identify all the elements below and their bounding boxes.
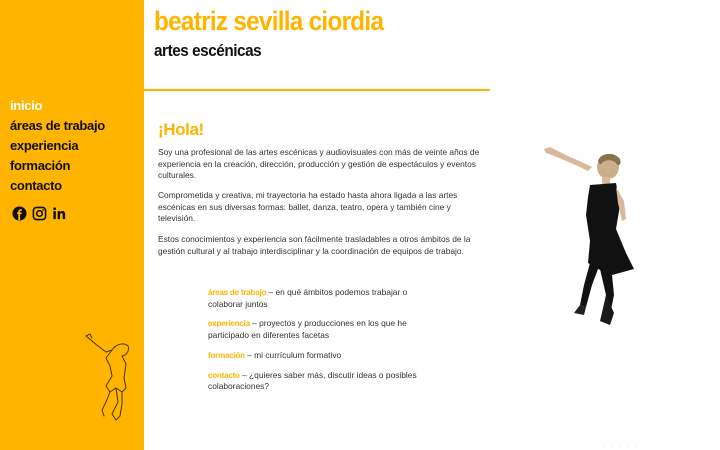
sidebar	[0, 0, 144, 450]
link-description: – mi currículum formativo	[244, 349, 342, 360]
nav-item-experiencia[interactable]: experiencia	[10, 138, 79, 153]
site-subtitle: artes escénicas	[154, 41, 262, 60]
social-links	[12, 206, 67, 221]
link-description: – ¿quieres saber más, discutir ideas o posibles colaboraciones?	[208, 369, 417, 392]
nav-item-contacto[interactable]: contacto	[10, 178, 62, 193]
facebook-icon[interactable]	[12, 206, 27, 221]
list-item	[208, 287, 423, 310]
link-contacto[interactable]: contacto	[208, 370, 240, 380]
link-description: – en qué ámbitos podemos trabajar o colaborar juntos	[208, 287, 408, 309]
skills-paragraph: Estos conocimientos y experiencia son fácilmente trasladables a otros ámbitos de la gestión cultural y al trabajo interdisciplinar y la coordinación de equipos de trabajo.	[158, 234, 471, 256]
link-formacion[interactable]: formación	[208, 350, 245, 360]
link-areas-de-trabajo[interactable]: áreas de trabajo	[208, 288, 267, 297]
nav-item-areas-de-trabajo[interactable]: áreas de trabajo	[10, 118, 105, 133]
link-description: – proyectos y producciones en los que he participado en diferentes facetas	[208, 318, 407, 341]
list-item	[208, 318, 423, 341]
trajectory-paragraph: Comprometida y creativa, mi trayectoria ha estado hasta ahora ligada a las artes escénicas en sus diversas formas: ballet, danza, teatro, opera y también cine y televisión.	[158, 190, 458, 224]
footer-watermark: · · · · · · · ·	[596, 444, 654, 450]
dancer-outline-illustration	[82, 330, 136, 426]
list-item	[208, 350, 423, 362]
header-divider	[144, 89, 490, 91]
dancer-photo	[540, 145, 650, 330]
main-nav	[10, 96, 105, 196]
section-links	[208, 287, 423, 401]
site-title[interactable]: beatriz sevilla ciordia	[154, 6, 384, 36]
page-heading: ¡Hola!	[158, 120, 204, 139]
nav-item-formacion[interactable]: formación	[10, 158, 71, 173]
list-item	[208, 370, 423, 393]
instagram-icon[interactable]	[32, 206, 47, 221]
intro-paragraph: Soy una profesional de las artes escénicas y audiovisuales con más de veinte años de experiencia en la creación, dirección, producción y gestión de espectáculos y eventos culturales.	[158, 147, 480, 181]
nav-item-inicio[interactable]: inicio	[10, 98, 43, 113]
link-experiencia[interactable]: experiencia	[208, 319, 250, 329]
linkedin-icon[interactable]	[52, 206, 67, 221]
